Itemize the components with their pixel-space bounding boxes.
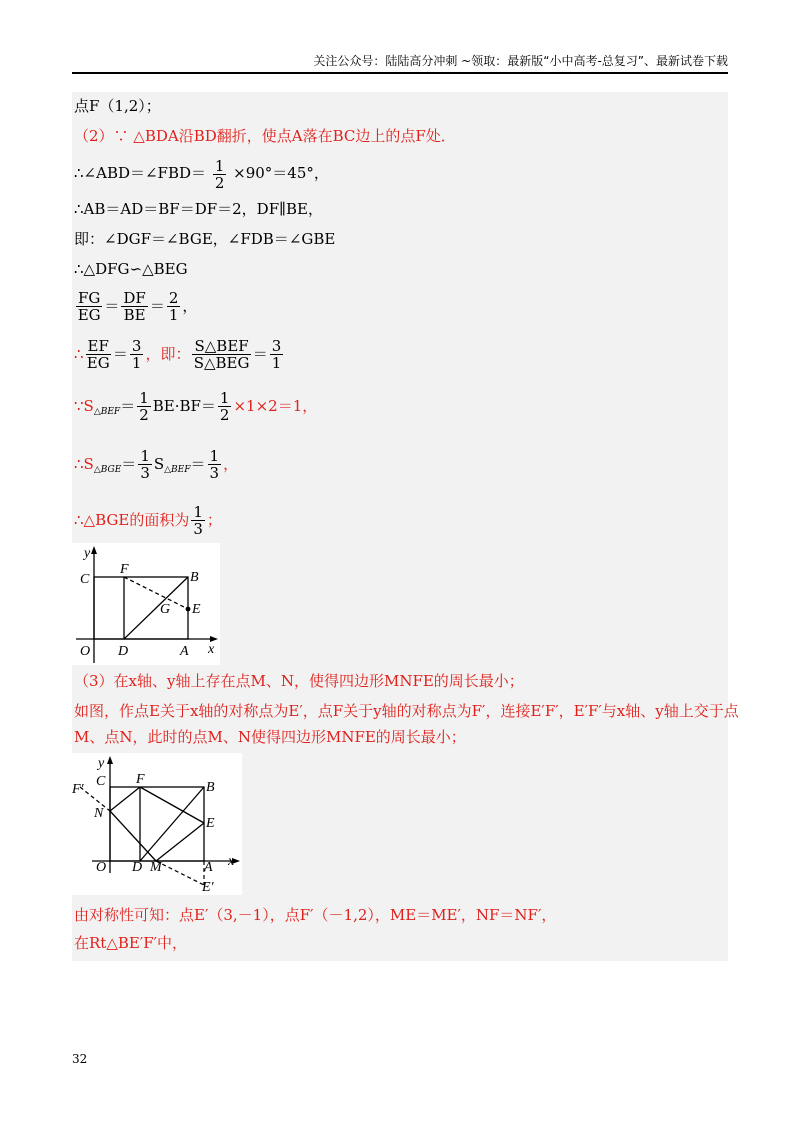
page-number: 32 — [72, 1052, 88, 1066]
fraction-half-b: $\frac{1}{2}$ — [139, 389, 149, 424]
label-e2: E — [206, 815, 215, 831]
line-point-f — [72, 92, 728, 118]
figure-part2 — [72, 543, 220, 665]
text-point-f: 点F（1,2）； — [74, 97, 161, 115]
label-x2: x — [228, 853, 235, 869]
fraction-three-one-b: $\frac{3}{1}$ — [271, 337, 282, 372]
fraction-ef-eg: $\frac{EF}{EG}$ — [86, 337, 110, 372]
label-y2: y — [98, 755, 105, 771]
label-a: A — [180, 643, 189, 659]
label-d: D — [118, 643, 129, 659]
line-equal-sides — [72, 197, 728, 221]
label-m: M — [150, 859, 162, 875]
text-angles-equal: 即：∠DGF＝∠BGE，∠FDB＝∠GBE — [74, 229, 336, 248]
text-equal-sides: ∴AB＝AD＝BF＝DF＝2，DF∥BE， — [74, 199, 324, 218]
text-part2-intro: （2）∵ △BDA沿BD翻折，使点A落在BC边上的点F处． — [74, 127, 456, 145]
fraction-half-c: $\frac{1}{2}$ — [219, 389, 230, 424]
line-similar — [72, 257, 728, 281]
label-b: B — [190, 569, 199, 585]
fraction-third-c: $\frac{1}{3}$ — [193, 503, 203, 538]
fraction-fg-eg: $\frac{FG}{EG}$ — [77, 289, 101, 324]
label-f-prime: F′ — [72, 781, 84, 797]
line-part3-method-cont: M、点N，此时的点M、N使得四边形MNFE的周长最小； — [74, 727, 466, 746]
line-rt-triangle: 在Rt△BE′F′中， — [74, 933, 188, 952]
line-part2-intro — [72, 124, 728, 148]
text-angle-result: ×90°＝45°， — [233, 164, 329, 182]
fraction-three-one: $\frac{3}{1}$ — [131, 337, 142, 372]
fraction-third: $\frac{1}{3}$ — [140, 447, 150, 482]
line-part3-intro: （3）在x轴、y轴上存在点M、N，使得四边形MNFE的周长最小； — [74, 671, 524, 690]
line-ef-eg: ∴ $\frac{EF}{EG}$ ＝ $\frac{3}{1}$ ，即： $\frac{\text{S△BEF}}{\text{S△BEG}}$ ＝ $\frac{3}{1}$ — [74, 337, 282, 372]
figure-part3 — [72, 753, 242, 895]
label-e: E — [192, 601, 201, 617]
text-angle-abd: ∴∠ABD＝∠FBD＝ — [74, 164, 207, 182]
solution-content — [72, 92, 739, 961]
fraction-half: $\frac{1}{2}$ — [214, 156, 225, 192]
line-angle-abd — [72, 156, 728, 191]
fraction-df-be: $\frac{DF}{BE}$ — [123, 289, 146, 324]
line-ratio: $\frac{FG}{EG}$ ＝ $\frac{DF}{BE}$ ＝ $\frac{2}{1}$ ， — [77, 289, 198, 324]
line-area-bef: $\because S_{\triangle BEF}=$ $\frac{1}{2}$ BE·BF＝ $\frac{1}{2}$ ×1×2＝1， — [74, 389, 318, 424]
line-area-bge: $\therefore S_{\triangle BGE}=$ $\frac{1}{3}$ $S_{\triangle BEF}=$ $\frac{1}{3}$ ， — [74, 447, 239, 482]
text-similar: ∴△DFG∽△BEG — [74, 259, 188, 278]
line-part3-method: 如图，作点E关于x轴的对称点为E′，点F关于y轴的对称点为F′，连接E′F′，E′F′与x轴、y轴上交于点 — [74, 701, 739, 720]
label-c: C — [80, 571, 90, 587]
label-f: F — [120, 561, 129, 577]
label-e-prime: E′ — [202, 879, 214, 895]
line-symmetry: 由对称性可知：点E′（3,－1），点F′（－1,2），ME＝ME′，NF＝NF′， — [74, 905, 557, 924]
fraction-area-ratio: $\frac{\text{S△BEF}}{\text{S△BEG}}$ — [193, 337, 250, 372]
label-o2: O — [96, 859, 107, 875]
label-d2: D — [132, 859, 143, 875]
fraction-two-one: $\frac{2}{1}$ — [168, 289, 179, 324]
line-angles-equal — [72, 227, 728, 251]
label-b2: B — [206, 779, 215, 795]
label-x: x — [208, 641, 215, 657]
label-o: O — [80, 643, 91, 659]
label-y: y — [84, 545, 91, 561]
page-header: 关注公众号：陆陆高分冲刺 ~领取：最新版“小中高考-总复习”、最新试卷下载 — [72, 54, 728, 74]
label-a2: A — [204, 859, 213, 875]
fraction-third-b: $\frac{1}{3}$ — [209, 447, 220, 482]
label-n: N — [94, 805, 104, 821]
label-f2: F — [136, 771, 145, 787]
label-c2: C — [96, 773, 106, 789]
label-g: G — [160, 601, 171, 617]
line-area-answer: ∴△BGE的面积为 $\frac{1}{3}$ ； — [74, 503, 222, 538]
